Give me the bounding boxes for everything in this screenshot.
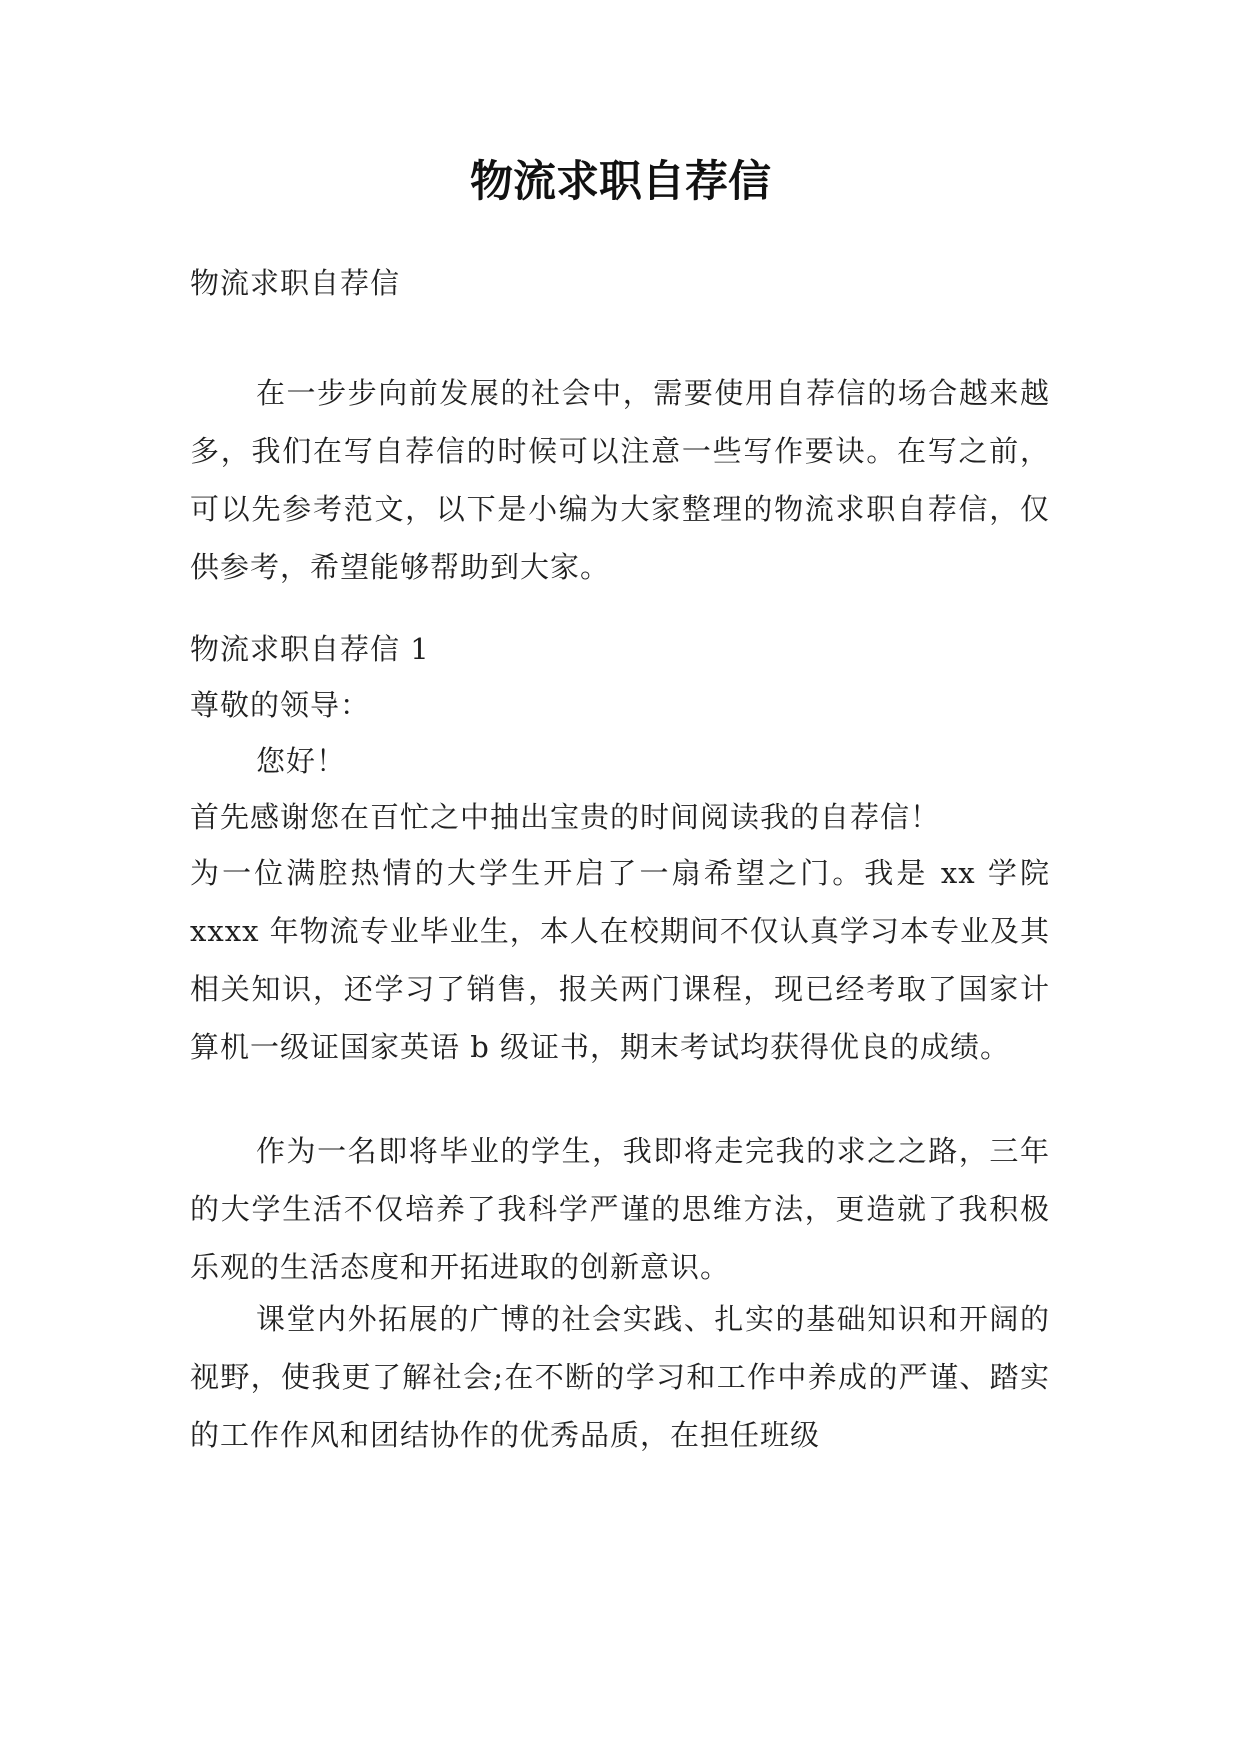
document-subtitle: 物流求职自荐信 xyxy=(190,266,401,300)
body-paragraph-3: 课堂内外拓展的广博的社会实践、扎实的基础知识和开阔的视野，使我更了解社会;在不断的学习和工作中养成的严谨、踏实的工作作风和团结协作的优秀品质，在担任班级 xyxy=(190,1302,1050,1452)
salutation: 尊敬的领导： xyxy=(190,688,371,722)
thanks-line: 首先感谢您在百忙之中抽出宝贵的时间阅读我的自荐信！ xyxy=(190,800,941,834)
body-paragraph-1: 为一位满腔热情的大学生开启了一扇希望之门。我是 xx 学院 xxxx 年物流专业毕业生，本人在校期间不仅认真学习本专业及其相关知识，还学习了销售，报关两门课程，现已经考取了国家计算机一级证国家英语 b 级证书，期末考试均获得优良的成绩。 xyxy=(190,856,1050,1064)
greeting: 您好！ xyxy=(256,744,347,778)
intro-paragraph: 在一步步向前发展的社会中，需要使用自荐信的场合越来越多，我们在写自荐信的时候可以注意一些写作要诀。在写之前，可以先参考范文，以下是小编为大家整理的物流求职自荐信，仅供参考，希望能够帮助到大家。 xyxy=(190,376,1050,584)
document-title: 物流求职自荐信 xyxy=(470,157,771,207)
body-paragraph-2: 作为一名即将毕业的学生，我即将走完我的求之之路，三年的大学生活不仅培养了我科学严谨的思维方法，更造就了我积极乐观的生活态度和开拓进取的创新意识。 xyxy=(190,1134,1050,1284)
section-heading: 物流求职自荐信 1 xyxy=(190,632,430,666)
